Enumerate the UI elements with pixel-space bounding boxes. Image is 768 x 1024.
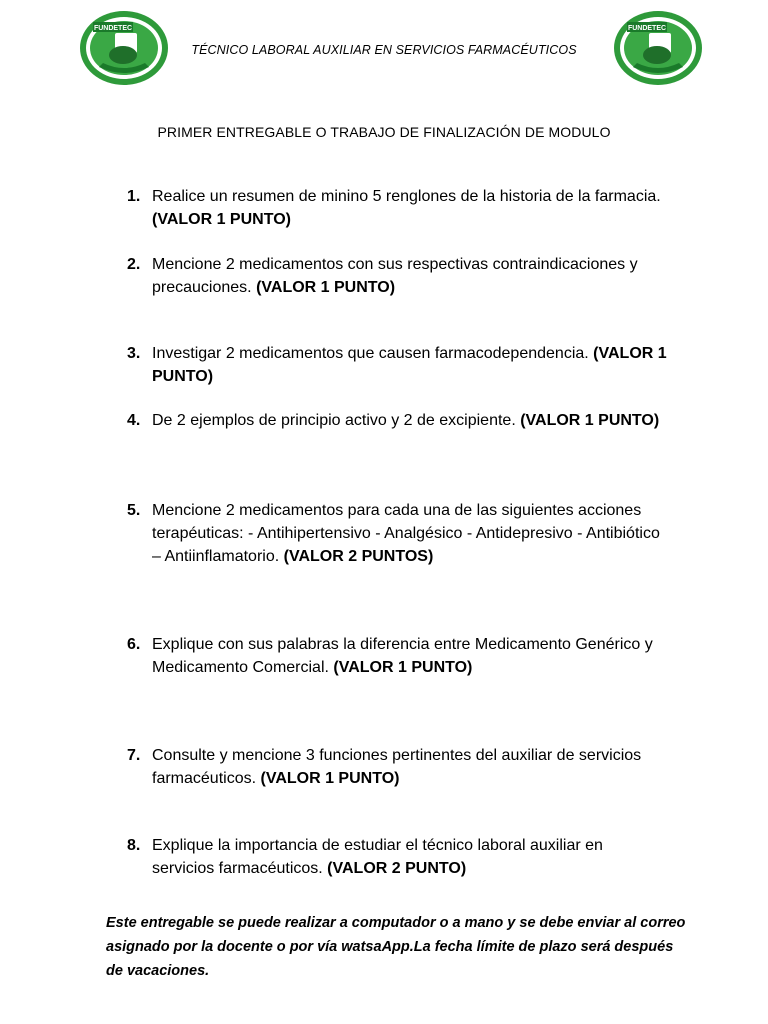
item-text: Realice un resumen de minino 5 renglones de la historia de la farmacia. — [152, 188, 661, 205]
item-text: Explique la importancia de estudiar el técnico laboral auxiliar en servicios farmacéuticos. — [152, 837, 603, 877]
item-number: 1. — [127, 188, 141, 205]
item-number: 6. — [127, 636, 141, 653]
list-item — [127, 253, 667, 299]
item-value: (VALOR 1 PUNTO) — [152, 211, 291, 228]
logo-text: FUNDETEC — [93, 25, 133, 32]
item-number: 2. — [127, 256, 141, 273]
item-value: (VALOR 1 PUNTO) — [520, 412, 660, 429]
list-item — [127, 834, 667, 880]
item-text: Investigar 2 medicamentos que causen farmacodependencia. — [152, 345, 589, 362]
fundetec-logo-right — [613, 9, 703, 87]
item-value: (VALOR 2 PUNTO) — [327, 860, 467, 877]
submission-note: Este entregable se puede realizar a computador o a mano y se debe enviar al correo asignado por la docente o por vía watsaApp.La fecha límite de plazo será después de vacaciones. — [106, 915, 686, 979]
list-item — [127, 185, 667, 231]
item-text: De 2 ejemplos de principio activo y 2 de excipiente. — [152, 412, 516, 429]
item-number: 8. — [127, 837, 141, 854]
item-text: Mencione 2 medicamentos para cada una de las siguientes acciones terapéuticas: - Antihipertensivo - Analgésico - Antidepresivo - Antibiótico – Antiinflamatorio. — [152, 502, 660, 565]
item-number: 3. — [127, 345, 141, 362]
list-item — [127, 342, 667, 388]
item-text: Mencione 2 medicamentos con sus respectivas contraindicaciones y precauciones. — [152, 256, 638, 296]
item-number: 4. — [127, 412, 141, 429]
item-value: (VALOR 2 PUNTOS) — [283, 548, 434, 565]
list-item — [127, 409, 667, 432]
item-value: (VALOR 1 PUNTO) — [152, 345, 667, 385]
assignment-title: PRIMER ENTREGABLE O TRABAJO DE FINALIZACIÓN DE MODULO — [157, 124, 611, 140]
program-title: TÉCNICO LABORAL AUXILIAR EN SERVICIOS FARMACÉUTICOS — [191, 43, 577, 57]
list-item — [127, 499, 667, 568]
logo-text: FUNDETEC — [627, 25, 667, 32]
item-value: (VALOR 1 PUNTO) — [260, 770, 400, 787]
item-text: Consulte y mencione 3 funciones pertinentes del auxiliar de servicios farmacéuticos. — [152, 747, 642, 787]
list-item — [127, 744, 667, 790]
list-item — [127, 633, 667, 679]
item-text: Explique con sus palabras la diferencia entre Medicamento Genérico y Medicamento Comercial. — [152, 636, 653, 676]
item-number: 7. — [127, 747, 141, 764]
item-value: (VALOR 1 PUNTO) — [256, 279, 396, 296]
item-number: 5. — [127, 502, 141, 519]
item-value: (VALOR 1 PUNTO) — [333, 659, 473, 676]
